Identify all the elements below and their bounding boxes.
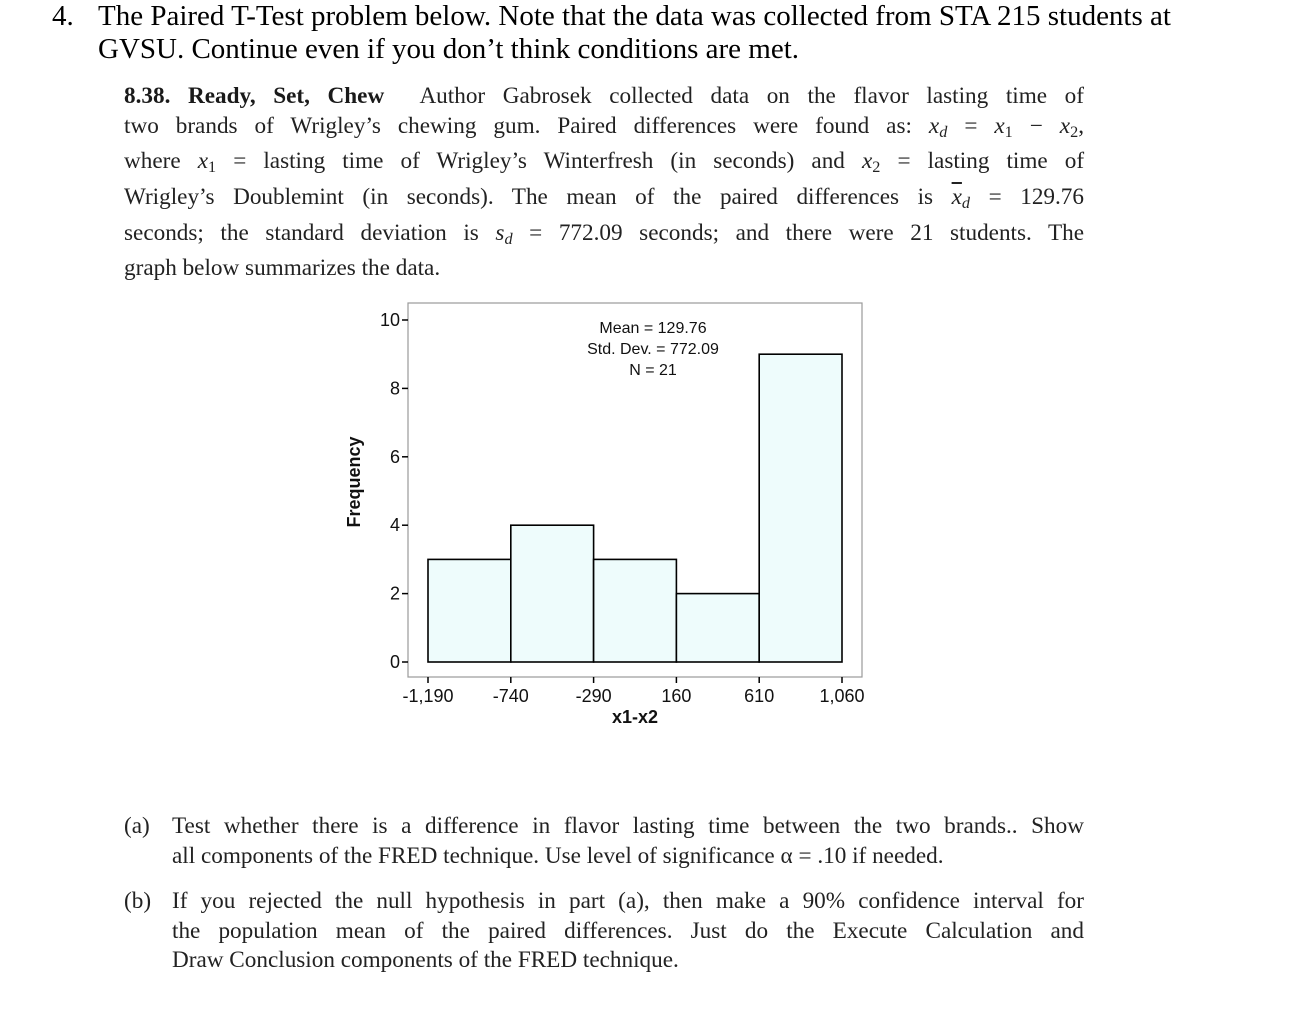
x-axis-title: x1-x2	[611, 707, 659, 727]
problem-line-2	[124, 112, 1084, 148]
histogram-bar-5	[759, 354, 842, 662]
math-symbol: x	[1059, 112, 1071, 139]
x-tick-label: 160	[661, 686, 692, 706]
part-b-line-2: the population mean of the paired differences. Just do the Execute Calculation and	[172, 917, 1084, 944]
problem-text: graph below summarizes the data.	[124, 255, 441, 282]
x-tick-label: -740	[492, 686, 529, 706]
question-text-line-1: The Paired T-Test problem below. Note that the data was collected from STA 215 students at	[98, 0, 1171, 32]
math-subscript: d	[504, 229, 513, 248]
problem-text: = 772.09 seconds; and there were 21 students. The	[529, 219, 1085, 246]
math-subscript: 2	[872, 158, 881, 177]
y-tick-label: 6	[389, 446, 400, 467]
x-tick-label: -290	[575, 686, 612, 706]
math-subscript: d	[961, 193, 971, 212]
part-b-line-1: If you rejected the null hypothesis in part (a), then make a 90% confidence interval for	[172, 888, 1084, 914]
problem-line-1	[124, 82, 1084, 112]
part-a-line-1: Test whether there is a difference in flavor lasting time between the two brands.. Show	[172, 813, 1084, 839]
x-tick-label: 610	[744, 686, 775, 706]
problem-text: seconds; the standard deviation is	[124, 219, 479, 246]
math-operator: =	[964, 112, 995, 139]
problem-statement	[124, 82, 1084, 284]
part-a-line-2: all components of the FRED technique. Use level of significance α = .10 if needed.	[172, 842, 944, 869]
part-b	[124, 887, 1084, 976]
problem-text: where	[124, 148, 181, 175]
math-subscript: d	[939, 122, 948, 141]
problem-value: = 129.76	[988, 183, 1084, 210]
punctuation: ,	[1078, 112, 1085, 139]
math-subscript: 1	[208, 158, 217, 177]
histogram-bar-1	[428, 559, 511, 662]
math-symbol: x	[861, 148, 873, 175]
problem-line-6	[124, 254, 1084, 284]
problem-text: = lasting time of	[897, 148, 1085, 175]
summary-annotation-line: Mean = 129.76	[599, 320, 707, 337]
y-tick-label: 2	[389, 583, 400, 604]
y-axis-title: Frequency	[344, 436, 364, 528]
y-tick-label: 8	[389, 378, 400, 399]
part-b-label: (b)	[124, 888, 152, 914]
y-tick-label: 0	[389, 652, 400, 672]
part-b-line-3: Draw Conclusion components of the FRED technique.	[172, 947, 679, 973]
math-symbol: x	[994, 112, 1005, 139]
question-number: 4.	[52, 0, 74, 32]
problem-line-4	[124, 183, 1084, 219]
summary-annotation-line: Std. Dev. = 772.09	[587, 341, 719, 358]
problem-heading: 8.38. Ready, Set, Chew	[124, 83, 385, 109]
problem-text: Author Gabrosek collected data on the flavor lasting time of	[419, 83, 1084, 109]
x-tick-label: 1,060	[819, 686, 865, 706]
problem-line-3	[124, 147, 1084, 183]
math-symbol: $\overline{x}$	[951, 183, 962, 210]
problem-text: two brands of Wrigley’s chewing gum. Paired differences were found as:	[124, 112, 912, 139]
math-symbol: x	[928, 112, 940, 139]
part-a	[124, 812, 1084, 871]
question-text-line-2: GVSU. Continue even if you don’t think conditions are met.	[98, 33, 800, 65]
histogram-bar-3	[594, 559, 677, 662]
y-tick-label: 10	[379, 310, 400, 330]
summary-annotation-line: N = 21	[629, 362, 677, 379]
y-tick-label: 4	[389, 515, 400, 536]
part-a-label: (a)	[124, 813, 150, 839]
problem-line-5	[124, 219, 1084, 255]
math-subscript: 2	[1070, 122, 1079, 141]
histogram-bar-2	[511, 525, 594, 662]
math-operator: −	[1012, 112, 1060, 139]
math-symbol: x	[197, 148, 209, 175]
histogram-chart	[330, 290, 890, 750]
problem-text: = lasting time of Wrigley’s Winterfresh (in seconds) and	[233, 148, 845, 175]
x-tick-label: -1,190	[402, 686, 454, 706]
problem-text: Wrigley’s Doublemint (in seconds). The mean of the paired differences is	[124, 183, 934, 210]
math-subscript: 1	[1004, 122, 1013, 141]
histogram-bar-4	[676, 594, 759, 662]
math-symbol: s	[495, 219, 505, 246]
question-parts	[124, 812, 1084, 992]
